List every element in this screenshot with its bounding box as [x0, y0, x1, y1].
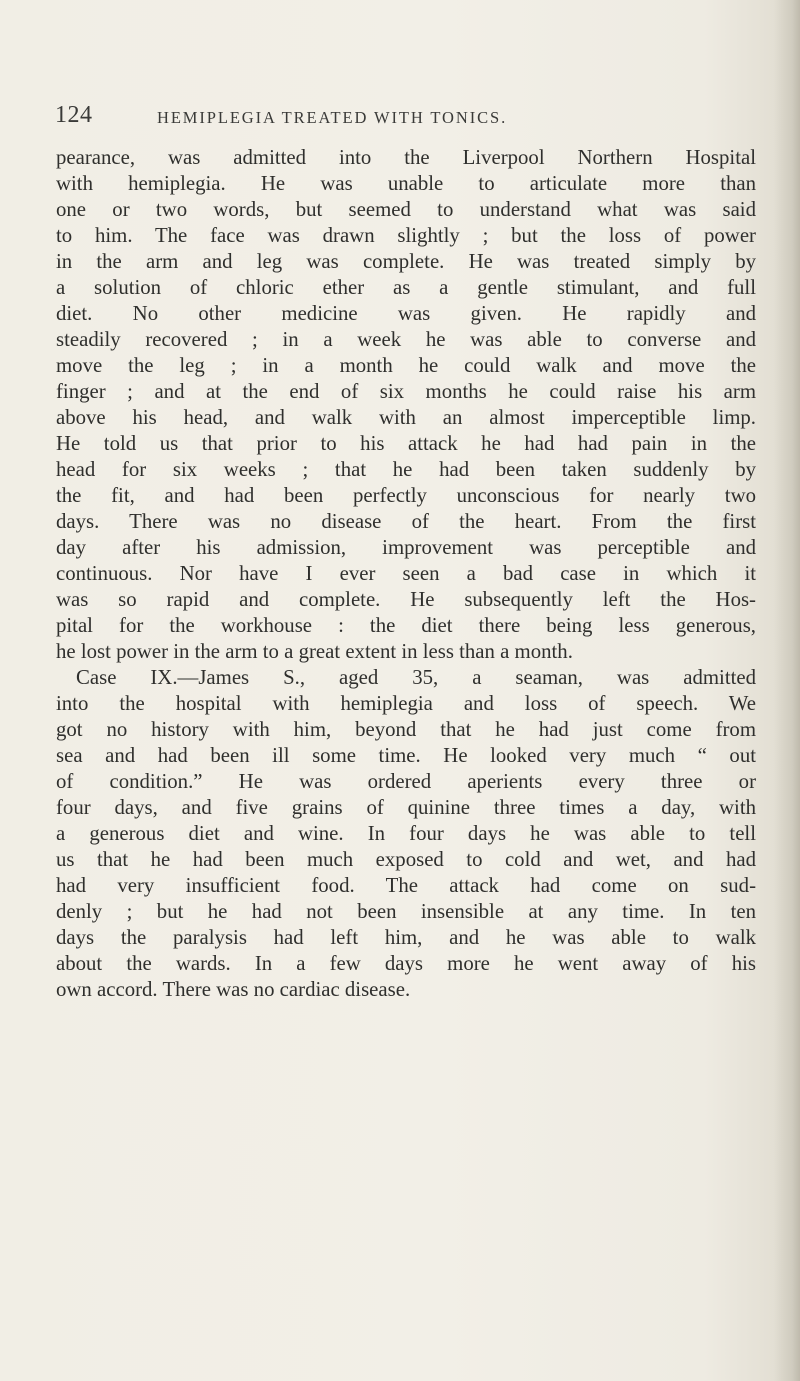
page-edge-shadow	[774, 0, 800, 1381]
body-text	[56, 145, 756, 1003]
text-line: to him. The face was drawn slightly ; but the loss of power	[56, 224, 756, 247]
text-line: about the wards. In a few days more he went away of his	[56, 952, 756, 975]
text-line: with hemiplegia. He was unable to articulate more than	[56, 172, 756, 195]
text-line: move the leg ; in a month he could walk and move the	[56, 354, 756, 377]
text-line: days the paralysis had left him, and he was able to walk	[56, 926, 756, 949]
text-line: day after his admission, improvement was perceptible and	[56, 536, 756, 559]
text-line: a solution of chloric ether as a gentle stimulant, and full	[56, 276, 756, 299]
text-line: us that he had been much exposed to cold and wet, and had	[56, 848, 756, 871]
running-head-title: HEMIPLEGIA TREATED WITH TONICS.	[157, 108, 508, 127]
text-line: into the hospital with hemiplegia and loss of speech. We	[56, 692, 756, 715]
text-line: of condition.” He was ordered aperients every three or	[56, 770, 756, 793]
text-line: four days, and five grains of quinine three times a day, with	[56, 796, 756, 819]
text-line: days. There was no disease of the heart. From the first	[56, 510, 756, 533]
page-number: 124	[55, 102, 93, 128]
text-line: had very insufficient food. The attack had come on sud-	[56, 874, 756, 897]
text-line: continuous. Nor have I ever seen a bad case in which it	[56, 562, 756, 585]
text-line: pearance, was admitted into the Liverpool Northern Hospital	[56, 146, 756, 169]
text-line: finger ; and at the end of six months he could raise his arm	[56, 380, 756, 403]
text-line: he lost power in the arm to a great extent in less than a month.	[56, 640, 573, 663]
text-line: pital for the workhouse : the diet there being less generous,	[56, 614, 756, 637]
text-line: above his head, and walk with an almost imperceptible limp.	[56, 406, 756, 429]
text-line: a generous diet and wine. In four days he was able to tell	[56, 822, 756, 845]
text-line: one or two words, but seemed to understand what was said	[56, 198, 756, 221]
text-line: sea and had been ill some time. He looked very much “ out	[56, 744, 756, 767]
text-line: got no history with him, beyond that he had just come from	[56, 718, 756, 741]
text-line: denly ; but he had not been insensible at any time. In ten	[56, 900, 756, 923]
text-line: diet. No other medicine was given. He rapidly and	[56, 302, 756, 325]
text-line-case-heading: Case IX.—James S., aged 35, a seaman, was admitted	[76, 666, 756, 689]
text-line: was so rapid and complete. He subsequently left the Hos-	[56, 588, 756, 611]
text-line: own accord. There was no cardiac disease.	[56, 978, 411, 1001]
text-line: head for six weeks ; that he had been taken suddenly by	[56, 458, 756, 481]
text-line: in the arm and leg was complete. He was treated simply by	[56, 250, 756, 273]
text-line: the fit, and had been perfectly unconscious for nearly two	[56, 484, 756, 507]
running-head	[55, 98, 735, 138]
text-line: He told us that prior to his attack he had had pain in the	[56, 432, 756, 455]
text-line: steadily recovered ; in a week he was able to converse and	[56, 328, 756, 351]
